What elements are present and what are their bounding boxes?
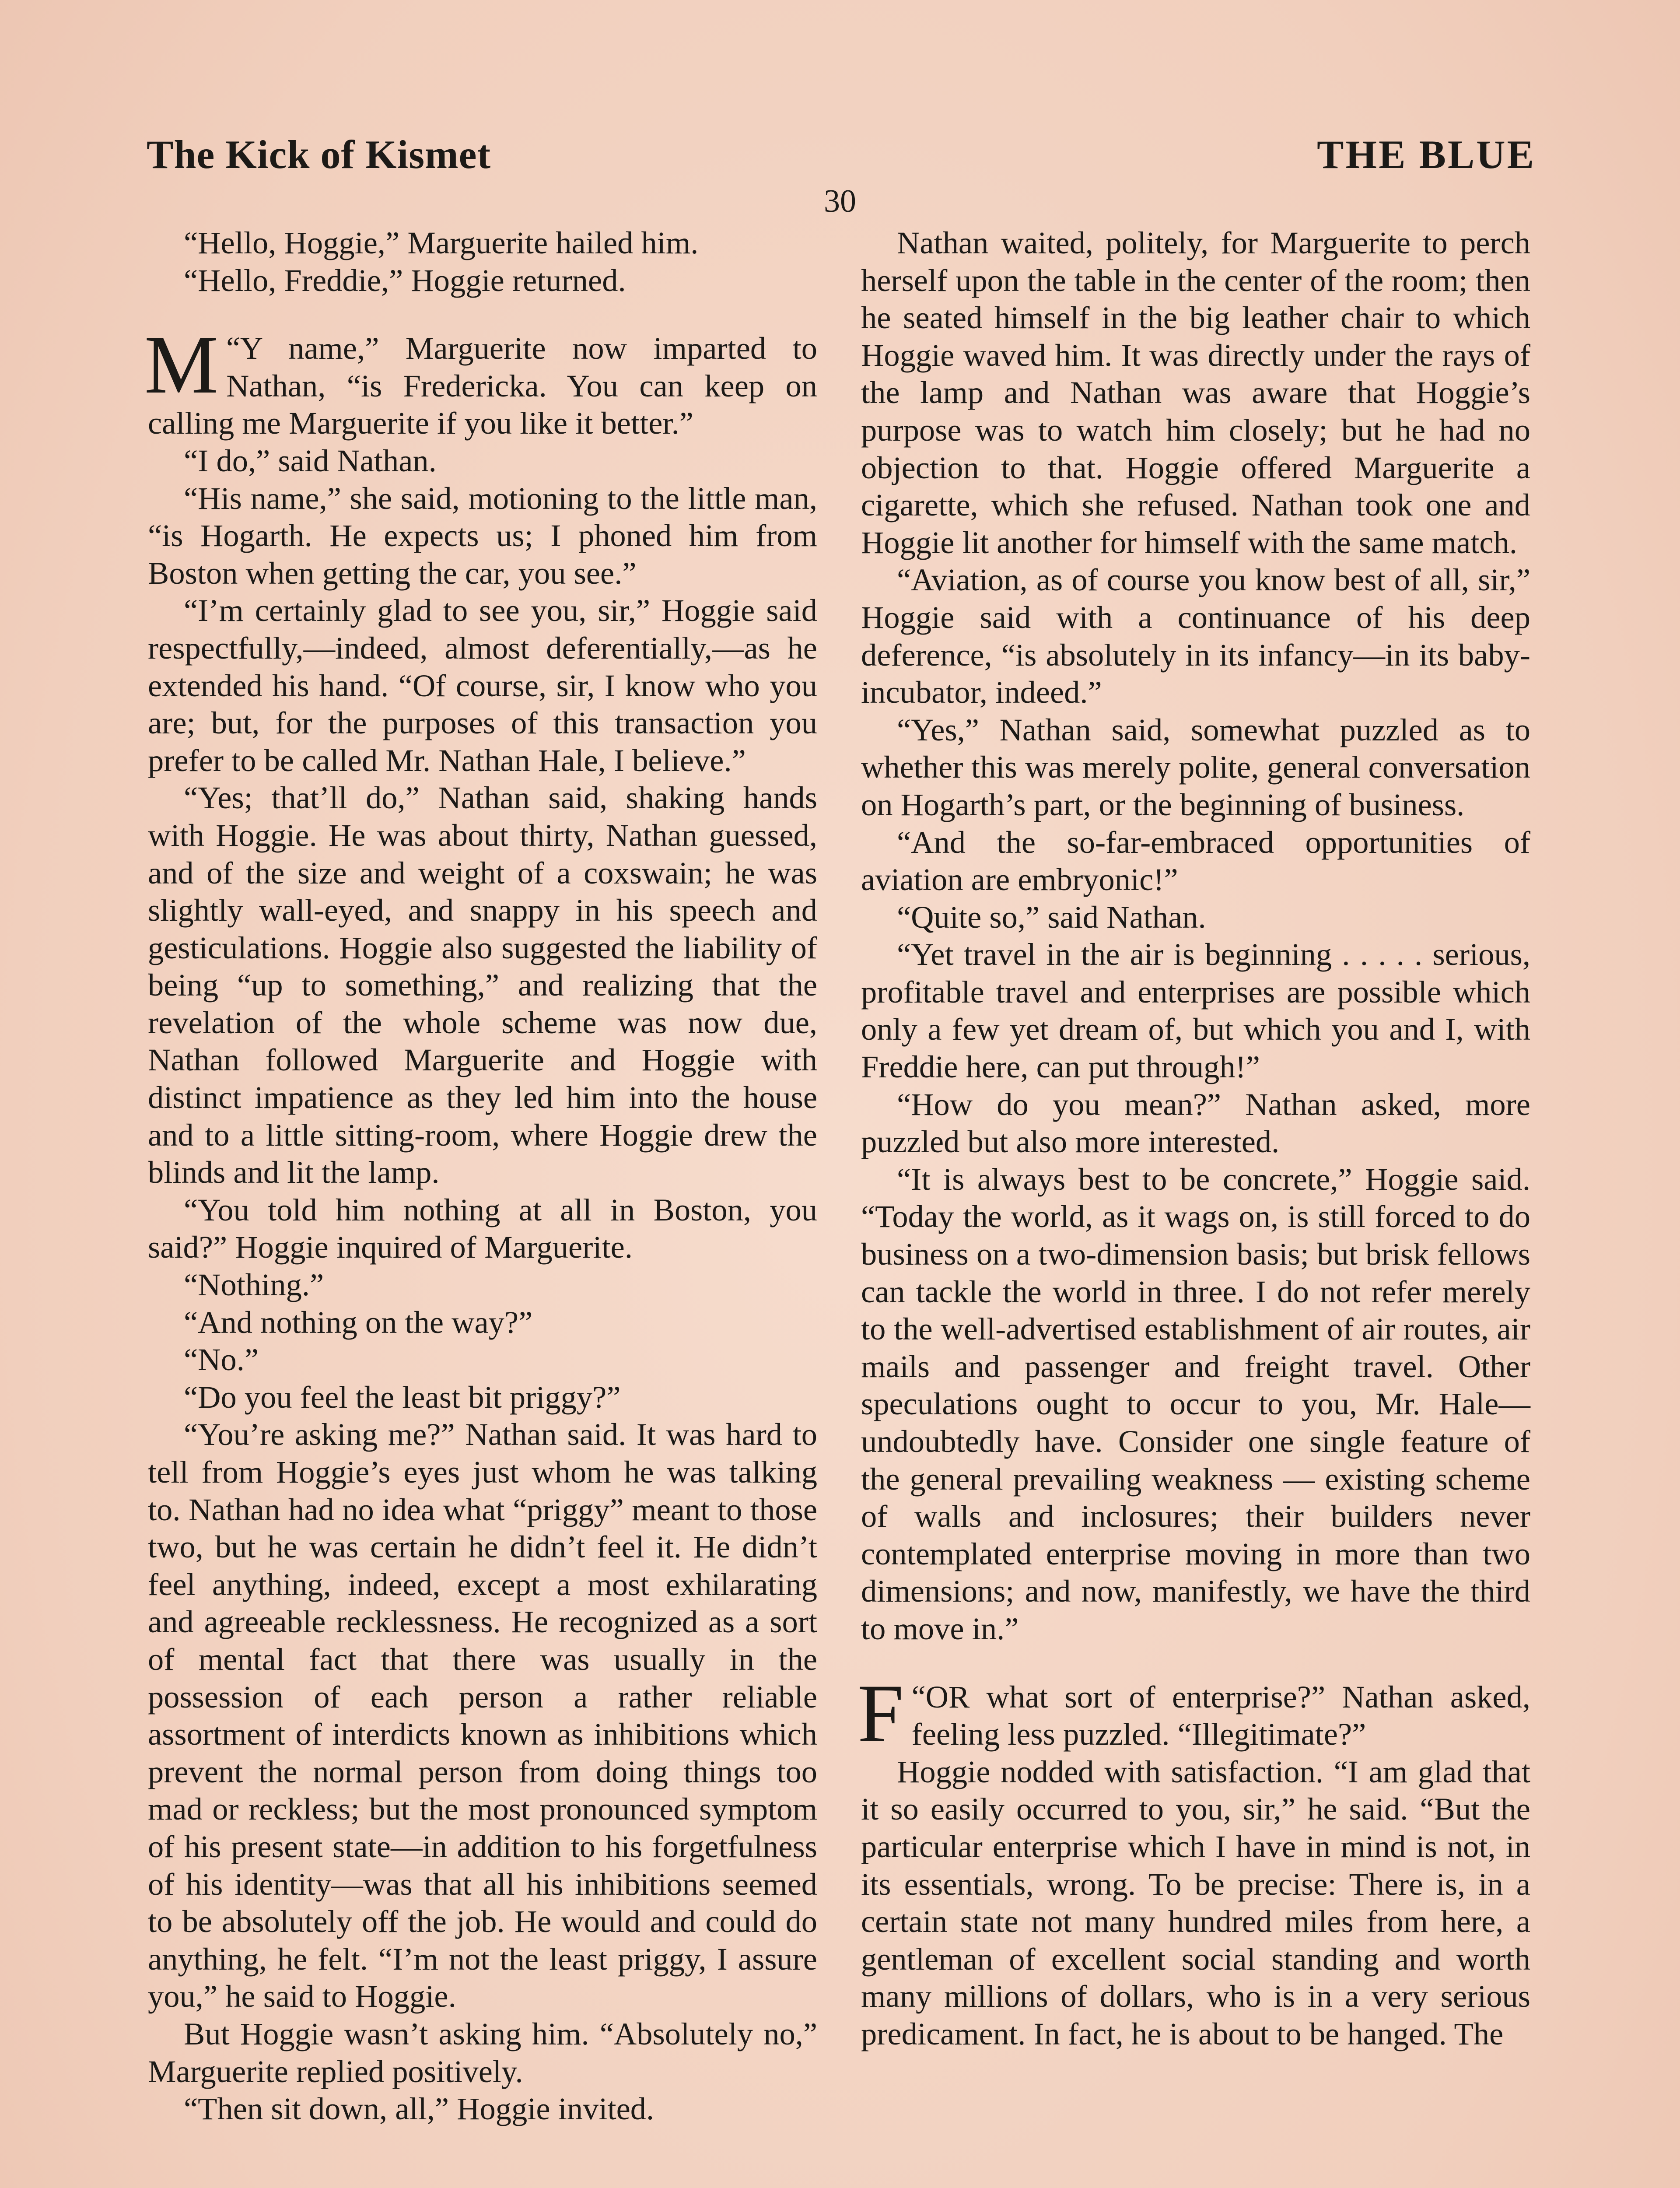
drop-cap: M: [144, 319, 218, 411]
paragraph: “You told him nothing at all in Boston, you said?” Hoggie inquired of Marguerite.: [148, 1192, 817, 1265]
opening-quote: “: [911, 1679, 926, 1714]
paragraph: “Yes; that’ll do,” Nathan said, shaking hands with Hoggie. He was about thirty, Nathan guessed, and of the size and weight of a coxswain; he was slightly wall-eyed, and snappy in his speech and gesticulations. Hoggie also suggested the liability of being “up to something,” and realizing that the revelation of the whole scheme was now due, Nathan followed Marguerite and Hoggie with distinct impatience as they led him into the house and to a little sitting-room, where Hoggie drew the blinds and lit the lamp.: [148, 780, 817, 1190]
section-opening-paragraph: [144, 319, 817, 442]
paragraph: “His name,” she said, motioning to the little man, “is Hogarth. He expects us; I phoned him from Boston when getting the car, you see.”: [148, 480, 817, 591]
paragraph: “I’m certainly glad to see you, sir,” Hoggie said respectfully,—indeed, almost deferentially,—as he extended his hand. “Of course, sir, I know who you are; but, for the purposes of this transaction you prefer to be called Mr. Nathan Hale, I believe.”: [148, 593, 817, 778]
paragraph: “Hello, Hoggie,” Marguerite hailed him.: [184, 225, 699, 260]
section-opening-paragraph: [858, 1667, 1530, 1760]
paragraph: “Hello, Freddie,” Hoggie returned.: [184, 262, 626, 298]
paragraph: “No.”: [184, 1342, 259, 1378]
paragraph: “How do you mean?” Nathan asked, more puzzled but also more interested.: [861, 1086, 1530, 1160]
paragraph: “It is always best to be concrete,” Hoggie said. “Today the world, as it wags on, is still forced to do business on a two-dimension basis; but brisk fellows can tackle the world in three. I do not refer merely to the well-advertised establishment of air routes, air mails and passenger and freight travel. Other speculations ought to occur to you, Mr. Hale—undoubtedly have. Consider one single feature of the general prevailing weakness — existing scheme of walls and inclosures; their builders never contemplated enterprise moving in more than two dimensions; and now, manifestly, we have the third to move in.”: [861, 1161, 1530, 1646]
page-number: 30: [824, 183, 856, 219]
right-column: [858, 224, 1530, 2053]
paragraph: “And the so-far-embraced opportunities of aviation are embryonic!”: [861, 824, 1530, 898]
paragraph: Nathan waited, politely, for Marguerite to perch herself upon the table in the center of the room; then he seated himself in the big leather chair to which Hoggie waved him. It was directly under the rays of the lamp and Nathan was aware that Hoggie’s purpose was to watch him closely; but he had no objection to that. Hoggie offered Marguerite a cigarette, which she refused. Nathan took one and Hoggie lit another for himself with the same match.: [861, 225, 1530, 560]
opening-quote: “: [226, 330, 240, 366]
paragraph: “Then sit down, all,” Hoggie invited.: [184, 2091, 654, 2127]
story-title-header: The Kick of Kismet: [147, 132, 491, 177]
drop-cap: F: [858, 1667, 904, 1760]
paragraph: “And nothing on the way?”: [184, 1304, 533, 1340]
magazine-title-header: THE BLUE: [1317, 132, 1536, 177]
paragraph: “You’re asking me?” Nathan said. It was hard to tell from Hoggie’s eyes just whom he was talking to. Nathan had no idea what “priggy” meant to those two, but he was certain he didn’t feel it. He didn’t feel anything, indeed, except a most exhilarating and agreeable recklessness. He recognized as a sort of mental fact that there was usually in the possession of each person a rather reliable assortment of interdicts known as inhibitions which prevent the normal person from doing things too mad or reckless; but the most pronounced symptom of his present state—in addition to his forgetfulness of his identity—was that all his inhibitions seemed to be absolutely off the job. He would and could do anything, he felt. “I’m not the least priggy, I assure you,” he said to Hoggie.: [148, 1417, 817, 2014]
paragraph: “Do you feel the least bit priggy?”: [184, 1379, 621, 1415]
paragraph: “Nothing.”: [184, 1267, 324, 1303]
paragraph-text: Y name,” Marguerite now imparted to Nathan, “is Fredericka. You can keep on calling me Marguerite if you like it better.”: [148, 330, 817, 441]
paragraph: “Yet travel in the air is beginning . . . . . serious, profitable travel and enterprises are possible which only a few yet dream of, but which you and I, with Freddie here, can put through!”: [861, 936, 1530, 1085]
paragraph: But Hoggie wasn’t asking him. “Absolutely no,” Marguerite replied positively.: [148, 2016, 817, 2089]
paragraph: “Aviation, as of course you know best of all, sir,” Hoggie said with a continuance of his deep deference, “is absolutely in its infancy—in its baby-incubator, indeed.”: [861, 562, 1530, 710]
paragraph: “Quite so,” said Nathan.: [897, 899, 1206, 935]
left-column: [144, 224, 817, 2128]
paragraph: “Yes,” Nathan said, somewhat puzzled as to whether this was merely polite, general conversation on Hogarth’s part, or the beginning of business.: [861, 712, 1530, 822]
paragraph: Hoggie nodded with satisfaction. “I am glad that it so easily occurred to you, sir,” he said. “But the particular enterprise which I have in mind is not, in its essentials, wrong. To be precise: There is, in a certain state not many hundred miles from here, a gentleman of excellent social standing and worth many millions of dollars, who is in a very serious predicament. In fact, he is about to be hanged. The: [861, 1753, 1530, 2051]
paragraph-text: OR what sort of enterprise?” Nathan asked, feeling less puzzled. “Illegitimate?”: [911, 1679, 1530, 1752]
paragraph: “I do,” said Nathan.: [184, 442, 437, 478]
